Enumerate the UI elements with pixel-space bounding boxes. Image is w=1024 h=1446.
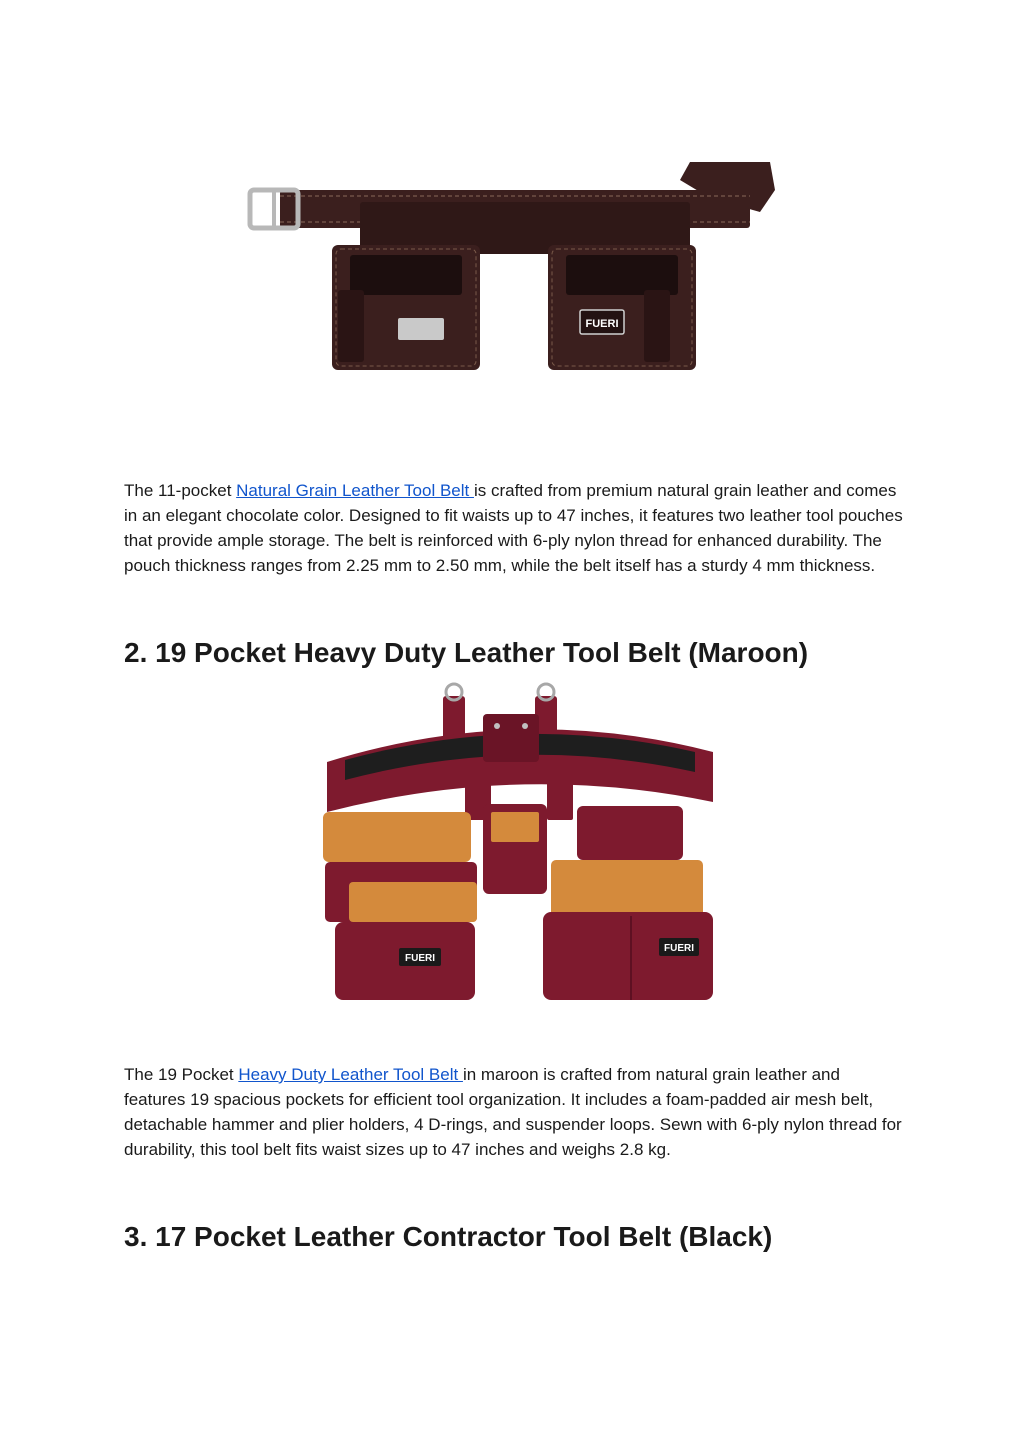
svg-text:FUERI: FUERI [664,943,694,954]
belt-image-chocolate [240,150,780,380]
section1-text-after: is crafted from premium natural grain leather and comes in an elegant chocolate color. Designed to fit waists up to 47 inches, it features two leather tool pouches that provide ample storage. The belt is reinforced with 6-ply nylon thread for enhanced durability. The pouch thickness ranges from 2.25 mm to 2.50 mm, while the belt itself has a sturdy 4 mm thickness. [124,481,903,575]
section3-heading: 3. 17 Pocket Leather Contractor Tool Belt (Black) [124,1221,773,1252]
section2-heading: 2. 19 Pocket Heavy Duty Leather Tool Belt (Maroon) [124,637,809,668]
belt-image-maroon [315,682,725,1004]
section1-text-before: The 11-pocket [124,481,237,500]
svg-text:FUERI: FUERI [405,953,435,964]
natural-grain-leather-tool-belt-link[interactable]: Natural Grain Leather Tool Belt [236,481,474,500]
section2-text-after: in maroon is crafted from natural grain leather and features 19 spacious pockets for efficient tool organization. It includes a foam-padded air mesh belt, detachable hammer and plier holders, 4 D-rings, and suspender loops. Sewn with 6-ply nylon thread for durability, this tool belt fits waist sizes up to 47 inches and weighs 2.8 kg. [124,1065,902,1159]
section1-paragraph [124,478,904,578]
belt-illustration-chocolate [240,150,780,380]
belt-illustration-maroon [315,682,725,1004]
heavy-duty-leather-tool-belt-link[interactable]: Heavy Duty Leather Tool Belt [238,1065,463,1084]
section2-paragraph [124,1062,904,1162]
svg-text:FUERI: FUERI [585,318,619,330]
section2-text-before: The 19 Pocket [124,1065,239,1084]
